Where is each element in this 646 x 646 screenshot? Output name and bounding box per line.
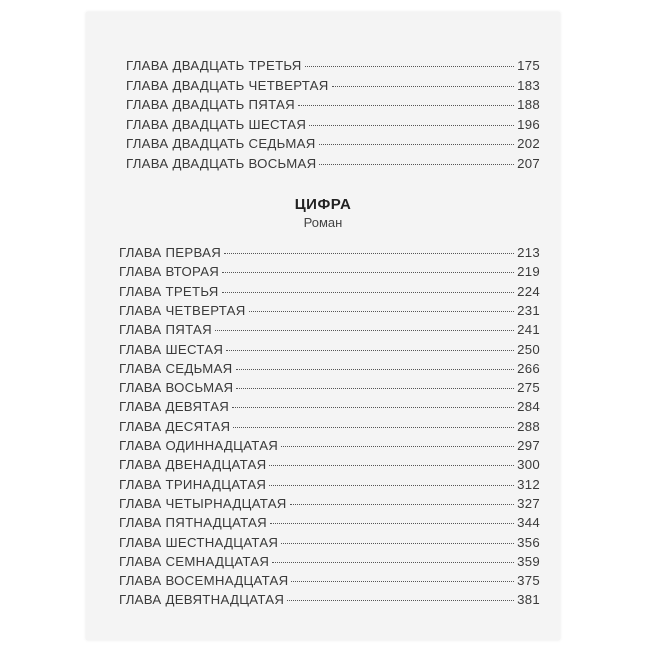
- chapter-page-number: 312: [517, 476, 540, 492]
- chapter-title: ГЛАВА ДВАДЦАТЬ СЕДЬМАЯ: [126, 136, 316, 151]
- dot-leader: [305, 66, 514, 67]
- chapter-title: ГЛАВА ВТОРАЯ: [119, 264, 220, 280]
- chapter-title: ГЛАВА ДВАДЦАТЬ ЧЕТВЕРТАЯ: [126, 77, 329, 93]
- chapter-page-number: 213: [517, 245, 540, 260]
- dot-leader: [290, 504, 514, 505]
- chapter-page-number: 375: [517, 573, 540, 589]
- chapter-page-number: 275: [517, 380, 540, 396]
- chapter-page-number: 300: [517, 457, 540, 473]
- chapter-title: ГЛАВА ШЕСТНАДЦАТАЯ: [119, 534, 279, 550]
- chapter-title: ГЛАВА ДЕВЯТНАДЦАТАЯ: [119, 592, 285, 608]
- chapter-page-number: 356: [517, 534, 540, 550]
- toc-entry: [119, 301, 540, 320]
- toc-entry: [119, 436, 540, 455]
- chapter-page-number: 183: [517, 77, 540, 93]
- chapter-page-number: 175: [517, 58, 540, 73]
- chapter-title: ГЛАВА ДВАДЦАТЬ ВОСЬМАЯ: [126, 155, 317, 171]
- dot-leader: [287, 600, 514, 601]
- chapter-title: ГЛАВА ВОСЬМАЯ: [119, 380, 234, 396]
- toc-entry: [119, 340, 540, 359]
- toc-entry: [119, 243, 540, 262]
- chapter-title: ГЛАВА ЧЕТЫРНАДЦАТАЯ: [119, 495, 287, 511]
- book-page: [86, 12, 560, 640]
- chapter-page-number: 284: [517, 399, 540, 415]
- chapter-page-number: 288: [517, 418, 540, 434]
- dot-leader: [281, 446, 514, 447]
- toc-entry: [119, 513, 540, 532]
- toc-entry: [119, 320, 540, 339]
- chapter-title: ГЛАВА ЧЕТВЕРТАЯ: [119, 302, 246, 318]
- chapter-title: ГЛАВА ОДИННАДЦАТАЯ: [119, 438, 279, 453]
- chapter-page-number: 196: [517, 116, 540, 132]
- section-title: ЦИФРА: [294, 196, 352, 213]
- toc-entry: [126, 56, 540, 75]
- chapter-title: ГЛАВА ДВАДЦАТЬ ШЕСТАЯ: [126, 116, 307, 132]
- chapter-page-number: 381: [517, 592, 540, 608]
- chapter-page-number: 327: [517, 495, 540, 511]
- chapter-title: ГЛАВА ТРИНАДЦАТАЯ: [119, 476, 267, 492]
- dot-leader: [332, 86, 515, 87]
- chapter-title: ГЛАВА ПЕРВАЯ: [119, 245, 222, 260]
- chapter-page-number: 231: [517, 302, 540, 318]
- dot-leader: [269, 465, 514, 466]
- toc-entry: [119, 262, 540, 281]
- chapter-title: ГЛАВА ВОСЕМНАДЦАТАЯ: [119, 573, 289, 589]
- toc-entry: [119, 455, 540, 474]
- chapter-title: ГЛАВА ШЕСТАЯ: [119, 341, 224, 357]
- dot-leader: [270, 523, 514, 524]
- toc-entry: [119, 552, 540, 571]
- dot-leader: [215, 330, 514, 331]
- chapter-title: ГЛАВА СЕДЬМАЯ: [119, 360, 233, 376]
- dot-leader: [281, 543, 514, 544]
- dot-leader: [236, 388, 514, 389]
- dot-leader: [269, 485, 514, 486]
- dot-leader: [319, 144, 515, 145]
- chapter-title: ГЛАВА ДВАДЦАТЬ ПЯТАЯ: [126, 97, 295, 112]
- dot-leader: [236, 369, 515, 370]
- toc-entry: [119, 571, 540, 590]
- dot-leader: [232, 407, 514, 408]
- dot-leader: [233, 427, 514, 428]
- dot-leader: [309, 125, 514, 126]
- toc-entry: [126, 134, 540, 153]
- section-subtitle: Роман: [303, 215, 343, 230]
- toc-entry: [119, 417, 540, 436]
- chapter-page-number: 266: [517, 360, 540, 376]
- chapter-title: ГЛАВА ТРЕТЬЯ: [119, 283, 219, 299]
- dot-leader: [226, 350, 514, 351]
- toc-entry: [119, 475, 540, 494]
- chapter-page-number: 224: [517, 283, 540, 299]
- chapter-page-number: 188: [517, 97, 540, 112]
- toc-entry: [126, 76, 540, 95]
- toc-entry: [119, 397, 540, 416]
- dot-leader: [272, 562, 514, 563]
- toc-entry: [119, 378, 540, 397]
- dot-leader: [249, 311, 515, 312]
- chapter-page-number: 344: [517, 515, 540, 531]
- dot-leader: [222, 292, 515, 293]
- dot-leader: [222, 272, 514, 273]
- chapter-page-number: 241: [517, 322, 540, 338]
- toc-entry: [126, 115, 540, 134]
- chapter-title: ГЛАВА СЕМНАДЦАТАЯ: [119, 553, 270, 569]
- toc-entry: [119, 282, 540, 301]
- toc-entry: [119, 533, 540, 552]
- toc-entry: [119, 359, 540, 378]
- toc-entry: [126, 95, 540, 114]
- dot-leader: [291, 581, 514, 582]
- toc-entry: [126, 154, 540, 173]
- chapter-page-number: 297: [517, 438, 540, 453]
- toc-entry: [119, 590, 540, 609]
- chapter-title: ГЛАВА ДВЕНАДЦАТАЯ: [119, 457, 267, 473]
- toc-entry: [119, 494, 540, 513]
- chapter-page-number: 219: [517, 264, 540, 280]
- dot-leader: [298, 105, 514, 106]
- chapter-title: ГЛАВА ДВАДЦАТЬ ТРЕТЬЯ: [126, 58, 302, 73]
- chapter-page-number: 207: [517, 155, 540, 171]
- chapter-title: ГЛАВА ПЯТНАДЦАТАЯ: [119, 515, 267, 531]
- chapter-title: ГЛАВА ДЕСЯТАЯ: [119, 418, 231, 434]
- chapter-page-number: 250: [517, 341, 540, 357]
- chapter-title: ГЛАВА ДЕВЯТАЯ: [119, 399, 230, 415]
- chapter-page-number: 202: [517, 136, 540, 151]
- dot-leader: [319, 164, 514, 165]
- dot-leader: [224, 253, 514, 254]
- chapter-title: ГЛАВА ПЯТАЯ: [119, 322, 212, 338]
- chapter-page-number: 359: [517, 553, 540, 569]
